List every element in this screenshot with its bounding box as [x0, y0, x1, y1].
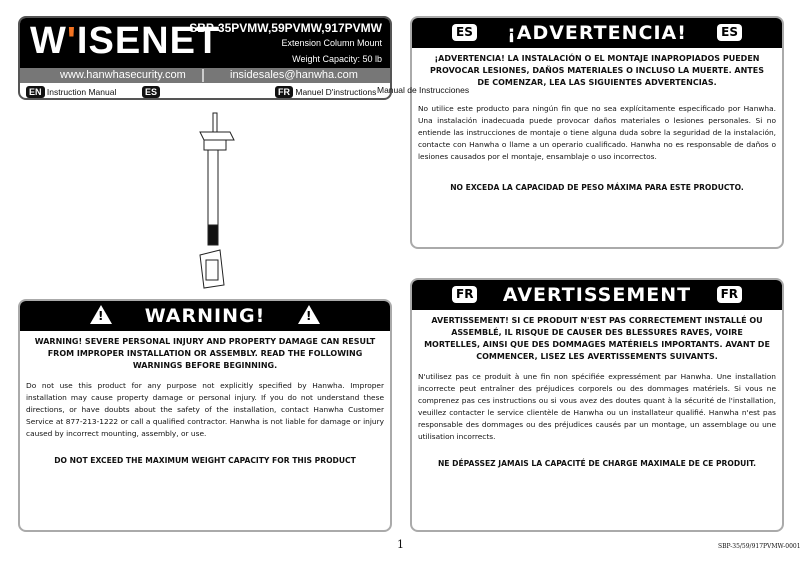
es-badge: ES — [717, 24, 742, 41]
capacity-warning: NO EXCEDA LA CAPACIDAD DE PESO MÁXIMA PARA ESTE PRODUCTO. — [450, 183, 744, 192]
capacity-warning: NE DÉPASSEZ JAMAIS LA CAPACITÉ DE CHARGE MAXIMALE DE CE PRODUIT. — [437, 459, 757, 468]
product-header — [18, 16, 392, 100]
english-warning-panel — [18, 299, 392, 532]
website-link[interactable]: www.hanwhasecurity.com — [60, 69, 186, 81]
lead-warning: AVERTISSEMENT! SI CE PRODUIT N'EST PAS CORRECTEMENT INSTALLÉ OU ASSEMBLÉ, IL RISQUE DE CAUSER DES BLESSURES RAVES, VOIRE MORTELLES, AINSI QUE DES DOMMAGES MATÉRIELS IMPORTANTS. AVANT DE COMMENCER, LISEZ LES AVERTISSEMENTS SUIVANTS. — [424, 316, 770, 361]
fr-badge: FR — [452, 286, 477, 303]
body-text: N'utilisez pas ce produit à une fin non spécifiée expressément par Hanwha. Une installation incorrecte peut entraîner des préjudices corporels ou des dommages matériels. Si vous ne comprenez pas ces instructions ou si vous avez des doutes quant à la sécurité de l'installation, veuillez contacter le service clientèle de Hanwha ou un installateur qualifié. Hanwha n'est pas responsable des dommages ou des préjudices causés par un montage, un assemblage ou une utilisation incorrects. — [418, 372, 776, 441]
body-text: No utilice este producto para ningún fin que no sea explícitamente especificado por Hanwha. Una instalación inadecuada puede provocar daños materiales o lesiones personales. Si no entiende las instrucciones de montaje o tiene alguna duda sobre la seguridad de la instalación, contacte con Hanwha o llame a un operario cualificado. Hanwha no es responsable de daños o lesiones causados por el montaje, ensamblaje o uso incorrectos. — [418, 104, 776, 161]
es-badge: ES — [452, 24, 477, 41]
fr-label: Manuel D'instructions — [295, 87, 377, 97]
es-label: Manual de Instrucciones — [377, 85, 470, 95]
en-badge: EN — [26, 86, 45, 98]
title-text: AVERTISSEMENT — [502, 284, 692, 306]
en-label: Instruction Manual — [46, 87, 117, 97]
lead-warning: WARNING! SEVERE PERSONAL INJURY AND PROPERTY DAMAGE CAN RESULT FROM IMPROPER INSTALLATION OR ASSEMBLY. READ THE FOLLOWING WARNINGS BEFORE BEGINNING. — [34, 337, 376, 370]
body-text: Do not use this product for any purpose not explicitly specified by Hanwha. Improper installation may cause property damage or personal injury. If you do not understand these directions, or have doubts about the safety of the installation, contact Hanwha Customer Service at 877-213-1222 or call a qualified contractor. Hanwha is not liable for damage or injury caused by incorrect mounting, assembly, or use. — [26, 381, 384, 438]
fr-badge: FR — [717, 286, 742, 303]
lang-fr — [275, 86, 376, 98]
warning-icon — [298, 305, 320, 324]
divider — [202, 69, 204, 82]
wisenet-logo: W'ISENET — [30, 20, 221, 62]
column-mount-illustration — [192, 110, 242, 290]
panel-title — [412, 18, 782, 48]
fr-badge: FR — [275, 86, 293, 98]
lang-es — [142, 86, 160, 98]
lang-en — [26, 86, 116, 98]
warning-icon — [90, 305, 112, 324]
title-text: WARNING! — [144, 305, 266, 327]
weight-capacity: Weight Capacity: 50 lb — [292, 54, 382, 64]
panel-title — [412, 280, 782, 310]
french-warning-panel — [410, 278, 784, 532]
es-badge: ES — [142, 86, 160, 98]
product-name: Extension Column Mount — [281, 38, 382, 48]
language-list — [20, 85, 390, 100]
email-link[interactable]: insidesales@hanwha.com — [230, 69, 358, 81]
capacity-warning: DO NOT EXCEED THE MAXIMUM WEIGHT CAPACITY FOR THIS PRODUCT — [54, 456, 356, 465]
title-text: ¡ADVERTENCIA! — [507, 22, 687, 44]
panel-title — [20, 301, 390, 331]
header-banner — [20, 18, 390, 68]
contact-stripe — [20, 68, 390, 83]
lead-warning: ¡ADVERTENCIA! LA INSTALACIÓN O EL MONTAJE INAPROPIADOS PUEDEN PROVOCAR LESIONES, DAÑOS MATERIALES O INCLUSO LA MUERTE. ANTES DE COMENZAR, LEA LAS SIGUIENTES ADVERTENCIAS. — [430, 54, 764, 87]
page-number: 1 — [397, 538, 404, 551]
spanish-warning-panel — [410, 16, 784, 249]
model-numbers: SBP-35PVMW,59PVMW,917PVMW — [189, 21, 382, 35]
document-code: SBP-35/59/917PVMW-0001 — [718, 543, 801, 550]
